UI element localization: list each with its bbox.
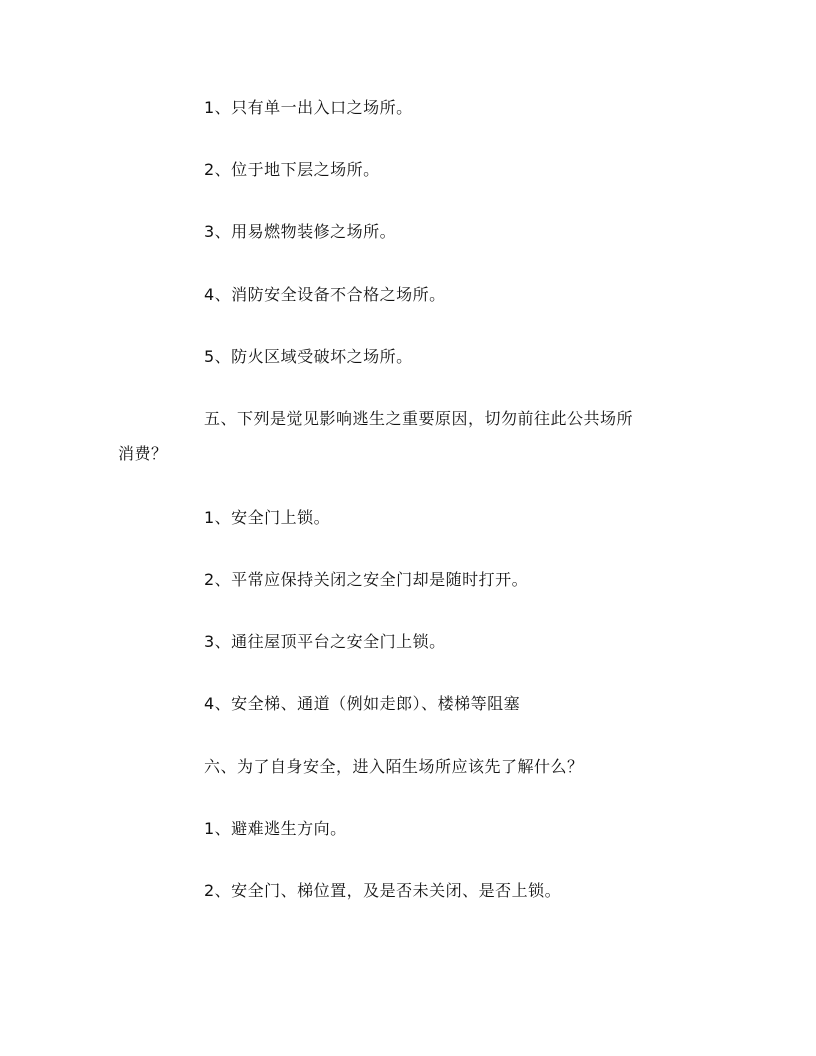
list-item: 2、平常应保持关闭之安全门却是随时打开。: [204, 570, 529, 589]
list-item: 1、避难逃生方向。: [204, 819, 347, 838]
list-item: 4、安全梯、通道（例如走郎）、楼梯等阻塞: [204, 694, 521, 713]
list-item: 4、消防安全设备不合格之场所。: [204, 285, 446, 304]
list-item: 5、防火区域受破坏之场所。: [204, 347, 413, 366]
list-item: 3、通往屋顶平台之安全门上锁。: [204, 632, 446, 651]
list-item: 3、用易燃物装修之场所。: [204, 222, 397, 241]
list-item: 2、位于地下层之场所。: [204, 160, 380, 179]
list-item: 1、只有单一出入口之场所。: [204, 98, 413, 117]
section-heading-continuation: 消费？: [118, 444, 168, 463]
section-heading: 六、为了自身安全，进入陌生场所应该先了解什么？: [204, 757, 584, 776]
list-item: 2、安全门、梯位置，及是否未关闭、是否上锁。: [204, 881, 562, 900]
list-item: 1、安全门上锁。: [204, 508, 331, 527]
section-heading: 五、下列是觉见影响逃生之重要原因，切勿前往此公共场所: [204, 409, 634, 428]
